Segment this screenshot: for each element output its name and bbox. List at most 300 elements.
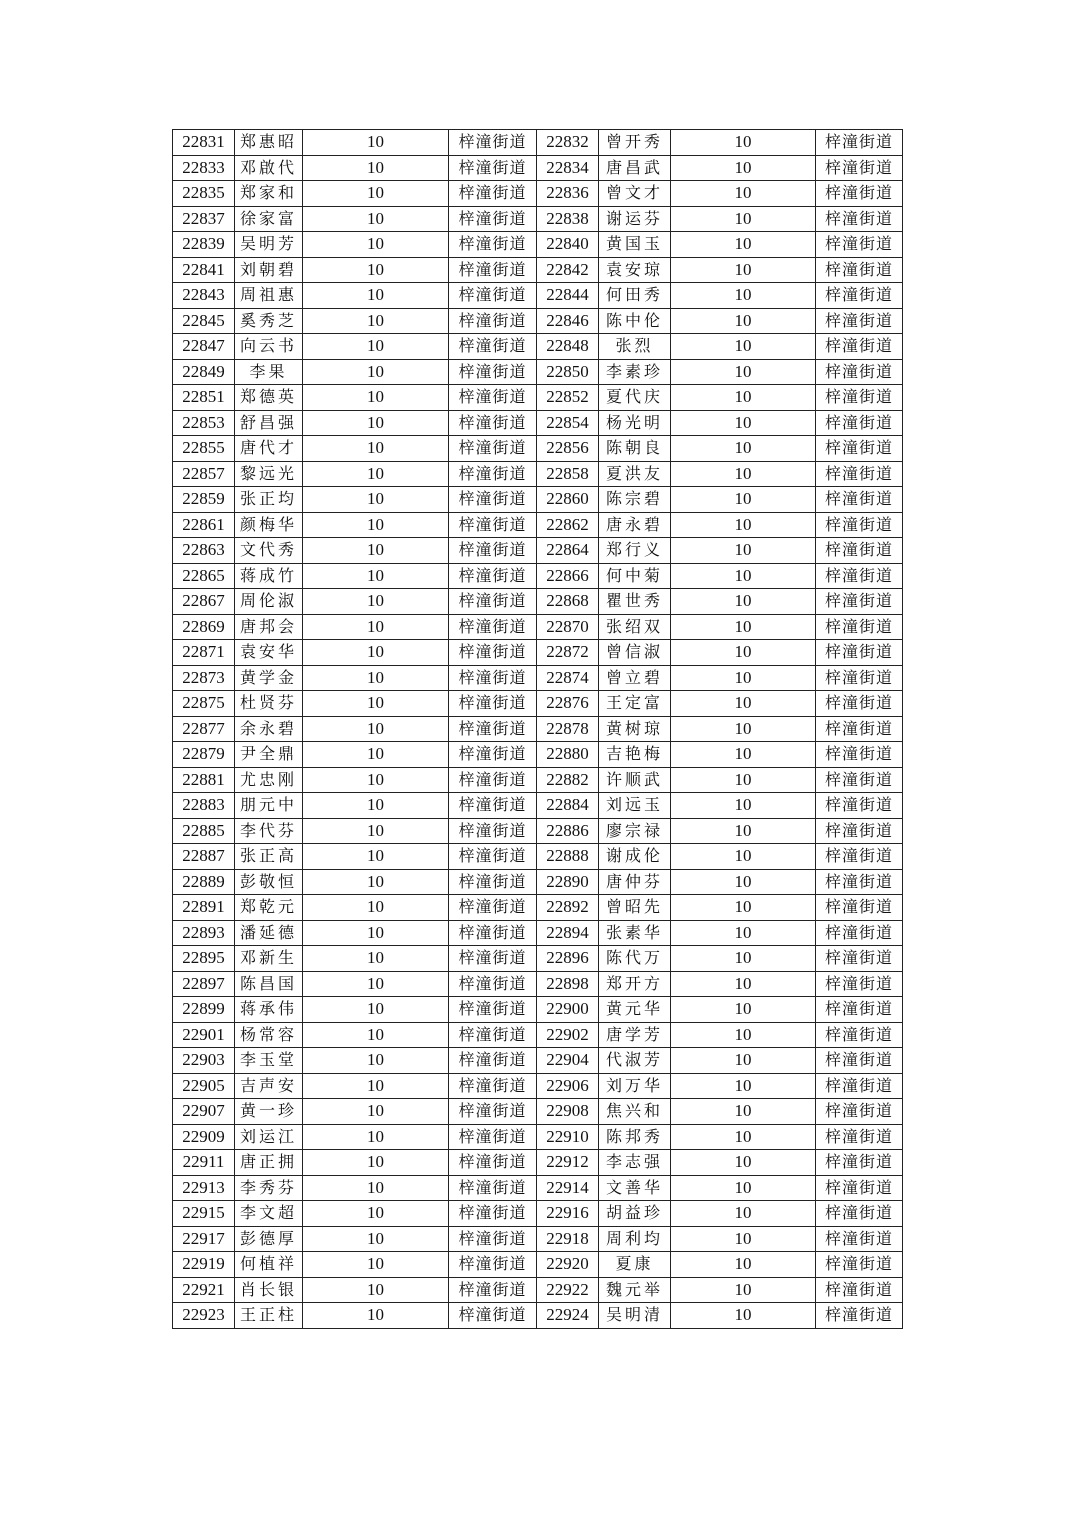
- table-row: [173, 1073, 903, 1099]
- right-address-cell: 梓潼街道: [816, 1277, 903, 1303]
- left-address-cell: 梓潼街道: [449, 155, 537, 181]
- right-address-cell: 梓潼街道: [816, 997, 903, 1023]
- left-id-cell: 22835: [173, 181, 235, 207]
- left-address-cell: 梓潼街道: [449, 334, 537, 360]
- roster-table: [172, 129, 903, 1329]
- table-row: [173, 1277, 903, 1303]
- right-address-cell: 梓潼街道: [816, 1303, 903, 1329]
- right-id-cell: 22892: [537, 895, 599, 921]
- right-id-cell: 22900: [537, 997, 599, 1023]
- right-name-cell: 文善华: [599, 1175, 671, 1201]
- table-row: [173, 232, 903, 258]
- right-id-cell: 22920: [537, 1252, 599, 1278]
- right-amount-cell: 10: [671, 946, 816, 972]
- table-row: [173, 614, 903, 640]
- left-id-cell: 22843: [173, 283, 235, 309]
- left-id-cell: 22837: [173, 206, 235, 232]
- right-amount-cell: 10: [671, 716, 816, 742]
- left-name-cell: 陈昌国: [235, 971, 303, 997]
- left-name-cell: 邓新生: [235, 946, 303, 972]
- left-amount-cell: 10: [303, 1201, 449, 1227]
- left-name-cell: 周祖惠: [235, 283, 303, 309]
- left-address-cell: 梓潼街道: [449, 232, 537, 258]
- table-row: [173, 436, 903, 462]
- left-address-cell: 梓潼街道: [449, 640, 537, 666]
- left-name-cell: 李秀芬: [235, 1175, 303, 1201]
- left-id-cell: 22899: [173, 997, 235, 1023]
- right-id-cell: 22916: [537, 1201, 599, 1227]
- right-address-cell: 梓潼街道: [816, 767, 903, 793]
- right-name-cell: 陈邦秀: [599, 1124, 671, 1150]
- left-id-cell: 22841: [173, 257, 235, 283]
- right-amount-cell: 10: [671, 385, 816, 411]
- left-name-cell: 郑德英: [235, 385, 303, 411]
- left-id-cell: 22853: [173, 410, 235, 436]
- table-row: [173, 1099, 903, 1125]
- right-id-cell: 22862: [537, 512, 599, 538]
- left-name-cell: 李果: [235, 359, 303, 385]
- left-name-cell: 吉声安: [235, 1073, 303, 1099]
- table-row: [173, 869, 903, 895]
- right-id-cell: 22898: [537, 971, 599, 997]
- right-amount-cell: 10: [671, 1201, 816, 1227]
- left-id-cell: 22881: [173, 767, 235, 793]
- left-address-cell: 梓潼街道: [449, 614, 537, 640]
- left-amount-cell: 10: [303, 1150, 449, 1176]
- left-name-cell: 蒋承伟: [235, 997, 303, 1023]
- right-id-cell: 22836: [537, 181, 599, 207]
- left-amount-cell: 10: [303, 946, 449, 972]
- right-name-cell: 黄国玉: [599, 232, 671, 258]
- left-amount-cell: 10: [303, 742, 449, 768]
- right-id-cell: 22858: [537, 461, 599, 487]
- left-amount-cell: 10: [303, 793, 449, 819]
- right-address-cell: 梓潼街道: [816, 691, 903, 717]
- left-address-cell: 梓潼街道: [449, 1124, 537, 1150]
- right-address-cell: 梓潼街道: [816, 257, 903, 283]
- table-row: [173, 589, 903, 615]
- right-id-cell: 22886: [537, 818, 599, 844]
- right-id-cell: 22924: [537, 1303, 599, 1329]
- left-amount-cell: 10: [303, 334, 449, 360]
- right-amount-cell: 10: [671, 869, 816, 895]
- right-id-cell: 22910: [537, 1124, 599, 1150]
- left-name-cell: 杨常容: [235, 1022, 303, 1048]
- right-amount-cell: 10: [671, 181, 816, 207]
- right-address-cell: 梓潼街道: [816, 971, 903, 997]
- left-name-cell: 蒋成竹: [235, 563, 303, 589]
- right-amount-cell: 10: [671, 1124, 816, 1150]
- right-address-cell: 梓潼街道: [816, 206, 903, 232]
- right-amount-cell: 10: [671, 971, 816, 997]
- right-address-cell: 梓潼街道: [816, 563, 903, 589]
- right-address-cell: 梓潼街道: [816, 538, 903, 564]
- right-id-cell: 22866: [537, 563, 599, 589]
- right-name-cell: 张烈: [599, 334, 671, 360]
- right-name-cell: 何中菊: [599, 563, 671, 589]
- left-amount-cell: 10: [303, 512, 449, 538]
- left-address-cell: 梓潼街道: [449, 206, 537, 232]
- left-id-cell: 22913: [173, 1175, 235, 1201]
- left-id-cell: 22905: [173, 1073, 235, 1099]
- left-id-cell: 22911: [173, 1150, 235, 1176]
- right-amount-cell: 10: [671, 461, 816, 487]
- left-id-cell: 22889: [173, 869, 235, 895]
- right-address-cell: 梓潼街道: [816, 818, 903, 844]
- left-name-cell: 颜梅华: [235, 512, 303, 538]
- table-row: [173, 1226, 903, 1252]
- right-id-cell: 22850: [537, 359, 599, 385]
- left-amount-cell: 10: [303, 206, 449, 232]
- left-name-cell: 文代秀: [235, 538, 303, 564]
- left-amount-cell: 10: [303, 640, 449, 666]
- right-amount-cell: 10: [671, 614, 816, 640]
- right-id-cell: 22832: [537, 130, 599, 156]
- left-amount-cell: 10: [303, 232, 449, 258]
- right-address-cell: 梓潼街道: [816, 385, 903, 411]
- right-name-cell: 张素华: [599, 920, 671, 946]
- right-address-cell: 梓潼街道: [816, 359, 903, 385]
- right-id-cell: 22894: [537, 920, 599, 946]
- left-id-cell: 22917: [173, 1226, 235, 1252]
- left-id-cell: 22891: [173, 895, 235, 921]
- right-amount-cell: 10: [671, 410, 816, 436]
- left-id-cell: 22897: [173, 971, 235, 997]
- right-amount-cell: 10: [671, 436, 816, 462]
- left-name-cell: 杜贤芬: [235, 691, 303, 717]
- right-amount-cell: 10: [671, 767, 816, 793]
- left-amount-cell: 10: [303, 410, 449, 436]
- right-amount-cell: 10: [671, 997, 816, 1023]
- right-id-cell: 22872: [537, 640, 599, 666]
- right-name-cell: 何田秀: [599, 283, 671, 309]
- right-name-cell: 王定富: [599, 691, 671, 717]
- left-id-cell: 22831: [173, 130, 235, 156]
- left-id-cell: 22869: [173, 614, 235, 640]
- table-row: [173, 691, 903, 717]
- right-id-cell: 22912: [537, 1150, 599, 1176]
- left-address-cell: 梓潼街道: [449, 997, 537, 1023]
- left-amount-cell: 10: [303, 665, 449, 691]
- right-amount-cell: 10: [671, 512, 816, 538]
- left-address-cell: 梓潼街道: [449, 563, 537, 589]
- left-address-cell: 梓潼街道: [449, 283, 537, 309]
- left-name-cell: 郑惠昭: [235, 130, 303, 156]
- right-amount-cell: 10: [671, 487, 816, 513]
- left-address-cell: 梓潼街道: [449, 1048, 537, 1074]
- table-row: [173, 742, 903, 768]
- right-name-cell: 许顺武: [599, 767, 671, 793]
- left-address-cell: 梓潼街道: [449, 461, 537, 487]
- left-amount-cell: 10: [303, 1073, 449, 1099]
- left-address-cell: 梓潼街道: [449, 1022, 537, 1048]
- left-name-cell: 唐邦会: [235, 614, 303, 640]
- left-address-cell: 梓潼街道: [449, 130, 537, 156]
- right-amount-cell: 10: [671, 538, 816, 564]
- left-amount-cell: 10: [303, 283, 449, 309]
- left-address-cell: 梓潼街道: [449, 410, 537, 436]
- left-name-cell: 郑乾元: [235, 895, 303, 921]
- left-id-cell: 22903: [173, 1048, 235, 1074]
- right-amount-cell: 10: [671, 308, 816, 334]
- right-amount-cell: 10: [671, 742, 816, 768]
- right-address-cell: 梓潼街道: [816, 1099, 903, 1125]
- right-address-cell: 梓潼街道: [816, 487, 903, 513]
- right-id-cell: 22880: [537, 742, 599, 768]
- right-amount-cell: 10: [671, 155, 816, 181]
- right-address-cell: 梓潼街道: [816, 512, 903, 538]
- table-row: [173, 206, 903, 232]
- roster-body: [173, 130, 903, 1329]
- table-row: [173, 1150, 903, 1176]
- right-name-cell: 杨光明: [599, 410, 671, 436]
- left-id-cell: 22855: [173, 436, 235, 462]
- left-name-cell: 彭德厚: [235, 1226, 303, 1252]
- left-id-cell: 22859: [173, 487, 235, 513]
- table-row: [173, 410, 903, 436]
- left-id-cell: 22865: [173, 563, 235, 589]
- right-name-cell: 夏代庆: [599, 385, 671, 411]
- left-name-cell: 刘朝碧: [235, 257, 303, 283]
- right-name-cell: 陈中伦: [599, 308, 671, 334]
- left-amount-cell: 10: [303, 691, 449, 717]
- left-name-cell: 徐家富: [235, 206, 303, 232]
- right-amount-cell: 10: [671, 589, 816, 615]
- left-id-cell: 22875: [173, 691, 235, 717]
- left-amount-cell: 10: [303, 971, 449, 997]
- right-name-cell: 陈代万: [599, 946, 671, 972]
- right-name-cell: 唐永碧: [599, 512, 671, 538]
- left-id-cell: 22851: [173, 385, 235, 411]
- left-name-cell: 奚秀芝: [235, 308, 303, 334]
- left-name-cell: 李代芬: [235, 818, 303, 844]
- left-name-cell: 张正高: [235, 844, 303, 870]
- right-id-cell: 22838: [537, 206, 599, 232]
- right-address-cell: 梓潼街道: [816, 614, 903, 640]
- left-name-cell: 潘延德: [235, 920, 303, 946]
- right-id-cell: 22882: [537, 767, 599, 793]
- right-address-cell: 梓潼街道: [816, 1073, 903, 1099]
- table-row: [173, 1303, 903, 1329]
- left-address-cell: 梓潼街道: [449, 538, 537, 564]
- left-amount-cell: 10: [303, 767, 449, 793]
- right-id-cell: 22870: [537, 614, 599, 640]
- table-row: [173, 895, 903, 921]
- left-address-cell: 梓潼街道: [449, 716, 537, 742]
- right-id-cell: 22846: [537, 308, 599, 334]
- right-id-cell: 22864: [537, 538, 599, 564]
- left-id-cell: 22845: [173, 308, 235, 334]
- table-row: [173, 640, 903, 666]
- right-address-cell: 梓潼街道: [816, 946, 903, 972]
- right-id-cell: 22914: [537, 1175, 599, 1201]
- right-amount-cell: 10: [671, 1099, 816, 1125]
- left-name-cell: 何植祥: [235, 1252, 303, 1278]
- left-id-cell: 22839: [173, 232, 235, 258]
- table-row: [173, 793, 903, 819]
- left-name-cell: 周伦淑: [235, 589, 303, 615]
- right-id-cell: 22888: [537, 844, 599, 870]
- right-name-cell: 廖宗禄: [599, 818, 671, 844]
- right-name-cell: 袁安琼: [599, 257, 671, 283]
- right-name-cell: 魏元举: [599, 1277, 671, 1303]
- right-address-cell: 梓潼街道: [816, 1048, 903, 1074]
- left-name-cell: 黎远光: [235, 461, 303, 487]
- table-row: [173, 538, 903, 564]
- left-amount-cell: 10: [303, 869, 449, 895]
- right-address-cell: 梓潼街道: [816, 308, 903, 334]
- left-address-cell: 梓潼街道: [449, 512, 537, 538]
- right-name-cell: 陈宗碧: [599, 487, 671, 513]
- right-address-cell: 梓潼街道: [816, 283, 903, 309]
- left-address-cell: 梓潼街道: [449, 1175, 537, 1201]
- right-amount-cell: 10: [671, 1303, 816, 1329]
- table-row: [173, 1124, 903, 1150]
- right-name-cell: 李素珍: [599, 359, 671, 385]
- left-amount-cell: 10: [303, 1226, 449, 1252]
- right-id-cell: 22854: [537, 410, 599, 436]
- right-name-cell: 郑行义: [599, 538, 671, 564]
- right-id-cell: 22878: [537, 716, 599, 742]
- right-address-cell: 梓潼街道: [816, 869, 903, 895]
- right-amount-cell: 10: [671, 844, 816, 870]
- table-row: [173, 181, 903, 207]
- left-address-cell: 梓潼街道: [449, 1201, 537, 1227]
- right-name-cell: 刘万华: [599, 1073, 671, 1099]
- right-name-cell: 李志强: [599, 1150, 671, 1176]
- left-address-cell: 梓潼街道: [449, 844, 537, 870]
- left-address-cell: 梓潼街道: [449, 946, 537, 972]
- left-amount-cell: 10: [303, 1175, 449, 1201]
- right-amount-cell: 10: [671, 1175, 816, 1201]
- right-address-cell: 梓潼街道: [816, 334, 903, 360]
- table-row: [173, 971, 903, 997]
- right-id-cell: 22902: [537, 1022, 599, 1048]
- right-name-cell: 吴明清: [599, 1303, 671, 1329]
- right-address-cell: 梓潼街道: [816, 716, 903, 742]
- left-amount-cell: 10: [303, 1277, 449, 1303]
- right-amount-cell: 10: [671, 920, 816, 946]
- left-id-cell: 22877: [173, 716, 235, 742]
- left-id-cell: 22919: [173, 1252, 235, 1278]
- right-address-cell: 梓潼街道: [816, 232, 903, 258]
- left-name-cell: 唐代才: [235, 436, 303, 462]
- left-address-cell: 梓潼街道: [449, 385, 537, 411]
- left-amount-cell: 10: [303, 359, 449, 385]
- left-address-cell: 梓潼街道: [449, 742, 537, 768]
- left-amount-cell: 10: [303, 1303, 449, 1329]
- right-id-cell: 22856: [537, 436, 599, 462]
- right-name-cell: 周利均: [599, 1226, 671, 1252]
- left-amount-cell: 10: [303, 461, 449, 487]
- left-name-cell: 吴明芳: [235, 232, 303, 258]
- left-name-cell: 尹全鼎: [235, 742, 303, 768]
- left-amount-cell: 10: [303, 1022, 449, 1048]
- left-name-cell: 舒昌强: [235, 410, 303, 436]
- right-amount-cell: 10: [671, 359, 816, 385]
- left-name-cell: 刘运江: [235, 1124, 303, 1150]
- right-name-cell: 谢成伦: [599, 844, 671, 870]
- left-name-cell: 唐正拥: [235, 1150, 303, 1176]
- left-name-cell: 向云书: [235, 334, 303, 360]
- table-row: [173, 844, 903, 870]
- right-amount-cell: 10: [671, 232, 816, 258]
- left-name-cell: 黄一珍: [235, 1099, 303, 1125]
- right-address-cell: 梓潼街道: [816, 410, 903, 436]
- right-name-cell: 郑开方: [599, 971, 671, 997]
- left-address-cell: 梓潼街道: [449, 359, 537, 385]
- right-amount-cell: 10: [671, 563, 816, 589]
- table-row: [173, 920, 903, 946]
- left-id-cell: 22857: [173, 461, 235, 487]
- table-row: [173, 283, 903, 309]
- left-id-cell: 22879: [173, 742, 235, 768]
- left-address-cell: 梓潼街道: [449, 971, 537, 997]
- left-id-cell: 22861: [173, 512, 235, 538]
- right-address-cell: 梓潼街道: [816, 640, 903, 666]
- left-address-cell: 梓潼街道: [449, 181, 537, 207]
- left-amount-cell: 10: [303, 436, 449, 462]
- right-id-cell: 22874: [537, 665, 599, 691]
- right-amount-cell: 10: [671, 691, 816, 717]
- left-id-cell: 22915: [173, 1201, 235, 1227]
- right-amount-cell: 10: [671, 665, 816, 691]
- left-amount-cell: 10: [303, 614, 449, 640]
- table-row: [173, 512, 903, 538]
- left-address-cell: 梓潼街道: [449, 691, 537, 717]
- right-id-cell: 22860: [537, 487, 599, 513]
- left-name-cell: 李玉堂: [235, 1048, 303, 1074]
- table-row: [173, 563, 903, 589]
- right-address-cell: 梓潼街道: [816, 155, 903, 181]
- table-row: [173, 130, 903, 156]
- right-id-cell: 22842: [537, 257, 599, 283]
- left-address-cell: 梓潼街道: [449, 1150, 537, 1176]
- right-address-cell: 梓潼街道: [816, 895, 903, 921]
- right-address-cell: 梓潼街道: [816, 742, 903, 768]
- left-amount-cell: 10: [303, 1099, 449, 1125]
- left-name-cell: 余永碧: [235, 716, 303, 742]
- left-amount-cell: 10: [303, 1124, 449, 1150]
- left-amount-cell: 10: [303, 1252, 449, 1278]
- right-id-cell: 22918: [537, 1226, 599, 1252]
- left-amount-cell: 10: [303, 997, 449, 1023]
- right-address-cell: 梓潼街道: [816, 461, 903, 487]
- left-id-cell: 22833: [173, 155, 235, 181]
- right-address-cell: 梓潼街道: [816, 1252, 903, 1278]
- right-amount-cell: 10: [671, 1277, 816, 1303]
- right-name-cell: 黄树琼: [599, 716, 671, 742]
- right-address-cell: 梓潼街道: [816, 181, 903, 207]
- left-address-cell: 梓潼街道: [449, 895, 537, 921]
- left-amount-cell: 10: [303, 487, 449, 513]
- right-address-cell: 梓潼街道: [816, 920, 903, 946]
- table-row: [173, 716, 903, 742]
- right-name-cell: 唐仲芬: [599, 869, 671, 895]
- left-name-cell: 朋元中: [235, 793, 303, 819]
- right-id-cell: 22906: [537, 1073, 599, 1099]
- left-address-cell: 梓潼街道: [449, 1252, 537, 1278]
- left-amount-cell: 10: [303, 155, 449, 181]
- table-row: [173, 1252, 903, 1278]
- left-id-cell: 22847: [173, 334, 235, 360]
- table-row: [173, 1048, 903, 1074]
- right-address-cell: 梓潼街道: [816, 1201, 903, 1227]
- right-address-cell: 梓潼街道: [816, 793, 903, 819]
- left-id-cell: 22885: [173, 818, 235, 844]
- right-address-cell: 梓潼街道: [816, 1175, 903, 1201]
- left-name-cell: 张正均: [235, 487, 303, 513]
